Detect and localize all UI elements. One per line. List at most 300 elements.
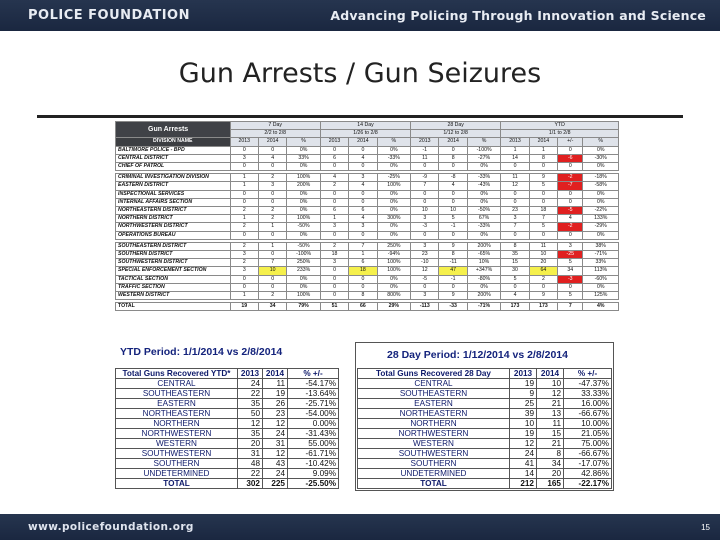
value-cell: 20 bbox=[238, 439, 263, 449]
value-cell: -60% bbox=[583, 275, 619, 283]
value-cell: -61.71% bbox=[288, 449, 339, 459]
value-cell: 4 bbox=[349, 182, 377, 190]
value-cell: 0% bbox=[377, 275, 410, 283]
division-name-cell: SOUTHWESTERN DISTRICT bbox=[116, 259, 231, 267]
value-cell: 0% bbox=[467, 231, 500, 239]
value-cell: -2 bbox=[558, 223, 583, 231]
header-bar bbox=[0, 0, 720, 31]
value-cell: 2 bbox=[230, 242, 258, 250]
ytd-header-row bbox=[116, 369, 339, 379]
value-cell: 200% bbox=[467, 242, 500, 250]
value-cell: 2 bbox=[230, 223, 258, 231]
value-cell: 11 bbox=[411, 154, 439, 162]
column-header: % bbox=[377, 138, 410, 146]
value-cell: 0% bbox=[377, 207, 410, 215]
district-cell: CENTRAL bbox=[358, 379, 510, 389]
period-ytd-label: YTD bbox=[501, 122, 619, 130]
total-row bbox=[116, 479, 339, 489]
table-row bbox=[116, 259, 619, 267]
table-row bbox=[116, 389, 339, 399]
value-cell: 133% bbox=[583, 215, 619, 223]
value-cell: 18 bbox=[529, 207, 557, 215]
day28-body bbox=[358, 379, 612, 489]
value-cell: 3 bbox=[230, 251, 258, 259]
value-cell: 8 bbox=[439, 251, 467, 259]
value-cell: -18% bbox=[583, 174, 619, 182]
value-cell: 13 bbox=[537, 409, 564, 419]
value-cell: 0 bbox=[320, 275, 348, 283]
value-cell: 165 bbox=[537, 479, 564, 489]
value-cell: 0% bbox=[377, 146, 410, 154]
value-cell: 0% bbox=[287, 198, 320, 206]
value-cell: 10% bbox=[467, 259, 500, 267]
value-cell: 125% bbox=[583, 292, 619, 300]
day28-panel bbox=[355, 342, 614, 491]
value-cell: 0% bbox=[377, 198, 410, 206]
total-value-cell: -33 bbox=[439, 303, 467, 311]
value-cell: 15 bbox=[501, 259, 529, 267]
value-cell: -50% bbox=[287, 223, 320, 231]
table-row bbox=[116, 409, 339, 419]
table-row bbox=[116, 449, 339, 459]
column-header: 2014 bbox=[537, 369, 564, 379]
value-cell: -22.17% bbox=[564, 479, 612, 489]
value-cell: -25 bbox=[558, 251, 583, 259]
value-cell: 0% bbox=[287, 283, 320, 291]
value-cell: 0 bbox=[230, 190, 258, 198]
column-header: 2013 bbox=[320, 138, 348, 146]
value-cell: -100% bbox=[287, 251, 320, 259]
value-cell: 47 bbox=[439, 267, 467, 275]
value-cell: 0% bbox=[467, 198, 500, 206]
value-cell: 0% bbox=[287, 275, 320, 283]
value-cell: 1 bbox=[258, 242, 286, 250]
division-name-cell: NORTHERN DISTRICT bbox=[116, 215, 231, 223]
value-cell: 0% bbox=[287, 146, 320, 154]
value-cell: 9 bbox=[439, 242, 467, 250]
value-cell: -11 bbox=[439, 259, 467, 267]
value-cell: -25% bbox=[377, 174, 410, 182]
period-ytd-dates: 1/1 to 2/8 bbox=[501, 130, 619, 138]
division-name-cell: SOUTHEASTERN DISTRICT bbox=[116, 242, 231, 250]
value-cell: 100% bbox=[377, 259, 410, 267]
value-cell: -43% bbox=[467, 182, 500, 190]
table-row bbox=[116, 207, 619, 215]
total-value-cell: -113 bbox=[411, 303, 439, 311]
value-cell: 35 bbox=[238, 399, 263, 409]
total-value-cell: 19 bbox=[230, 303, 258, 311]
value-cell: 0 bbox=[501, 231, 529, 239]
district-cell: SOUTHERN bbox=[116, 459, 238, 469]
value-cell: -5 bbox=[411, 275, 439, 283]
value-cell: 100% bbox=[287, 174, 320, 182]
value-cell: 31 bbox=[238, 449, 263, 459]
table-row bbox=[116, 283, 619, 291]
value-cell: 15 bbox=[537, 429, 564, 439]
district-cell: TOTAL bbox=[116, 479, 238, 489]
district-cell: NORTHERN bbox=[116, 419, 238, 429]
total-row bbox=[358, 479, 612, 489]
value-cell: 0% bbox=[467, 190, 500, 198]
value-cell: 11 bbox=[537, 419, 564, 429]
value-cell: 225 bbox=[263, 479, 288, 489]
table-row bbox=[116, 251, 619, 259]
table-row bbox=[116, 267, 619, 275]
district-cell: NORTHWESTERN bbox=[116, 429, 238, 439]
value-cell: 0 bbox=[320, 198, 348, 206]
value-cell: 0 bbox=[230, 146, 258, 154]
value-cell: 250% bbox=[377, 242, 410, 250]
value-cell: 0 bbox=[439, 190, 467, 198]
value-cell: 6 bbox=[320, 154, 348, 162]
value-cell: 0 bbox=[258, 190, 286, 198]
value-cell: 20 bbox=[537, 469, 564, 479]
value-cell: 0% bbox=[583, 283, 619, 291]
value-cell: 20 bbox=[529, 259, 557, 267]
district-cell: UNDETERMINED bbox=[116, 469, 238, 479]
value-cell: 26 bbox=[263, 399, 288, 409]
footer-url: www.policefoundation.org bbox=[28, 521, 194, 533]
value-cell: 0 bbox=[558, 283, 583, 291]
value-cell: 8 bbox=[349, 292, 377, 300]
value-cell: 100% bbox=[287, 215, 320, 223]
district-cell: NORTHEASTERN bbox=[358, 409, 510, 419]
column-header: % +/- bbox=[288, 369, 339, 379]
value-cell: -25.71% bbox=[288, 399, 339, 409]
division-name-cell: CENTRAL DISTRICT bbox=[116, 154, 231, 162]
value-cell: 35 bbox=[238, 429, 263, 439]
value-cell: 38% bbox=[583, 242, 619, 250]
value-cell: 12 bbox=[510, 439, 537, 449]
value-cell: 31 bbox=[263, 439, 288, 449]
period-7day-label: 7 Day bbox=[230, 122, 320, 130]
value-cell: 24 bbox=[263, 469, 288, 479]
district-header: Total Guns Recovered YTD* bbox=[116, 369, 238, 379]
value-cell: 16.00% bbox=[564, 399, 612, 409]
table-row bbox=[116, 379, 339, 389]
value-cell: 19 bbox=[263, 389, 288, 399]
value-cell: 0 bbox=[501, 190, 529, 198]
district-cell: SOUTHWESTERN bbox=[358, 449, 510, 459]
day28-guns-table bbox=[357, 368, 612, 489]
district-cell: CENTRAL bbox=[116, 379, 238, 389]
day28-panel-title: 28 Day Period: 1/12/2014 vs 2/8/2014 bbox=[387, 349, 568, 361]
value-cell: 3 bbox=[411, 242, 439, 250]
value-cell: 55.00% bbox=[288, 439, 339, 449]
value-cell: 113% bbox=[583, 267, 619, 275]
value-cell: 50 bbox=[238, 409, 263, 419]
value-cell: 0% bbox=[287, 231, 320, 239]
value-cell: 0 bbox=[258, 283, 286, 291]
value-cell: 22 bbox=[238, 469, 263, 479]
column-header: 2014 bbox=[263, 369, 288, 379]
district-cell: WESTERN bbox=[116, 439, 238, 449]
value-cell: 0% bbox=[467, 163, 500, 171]
value-cell: 34 bbox=[558, 267, 583, 275]
value-cell: 0 bbox=[258, 251, 286, 259]
period-28day-dates: 1/12 to 2/8 bbox=[411, 130, 501, 138]
table-row bbox=[358, 439, 612, 449]
value-cell: 0 bbox=[558, 190, 583, 198]
value-cell: -7 bbox=[558, 182, 583, 190]
total-row bbox=[116, 303, 619, 311]
value-cell: -94% bbox=[377, 251, 410, 259]
table-row bbox=[116, 154, 619, 162]
value-cell: 2 bbox=[320, 242, 348, 250]
value-cell: 7 bbox=[349, 242, 377, 250]
value-cell: 10 bbox=[439, 207, 467, 215]
value-cell: -65% bbox=[467, 251, 500, 259]
day28-header-row bbox=[358, 369, 612, 379]
value-cell: -33% bbox=[467, 223, 500, 231]
value-cell: 1 bbox=[349, 251, 377, 259]
value-cell: 0% bbox=[287, 190, 320, 198]
value-cell: 2 bbox=[258, 292, 286, 300]
table-row bbox=[358, 399, 612, 409]
value-cell: 5 bbox=[439, 215, 467, 223]
total-value-cell: 66 bbox=[349, 303, 377, 311]
value-cell: 0 bbox=[501, 283, 529, 291]
value-cell: 3 bbox=[411, 292, 439, 300]
value-cell: -31.43% bbox=[288, 429, 339, 439]
value-cell: 12 bbox=[238, 419, 263, 429]
value-cell: -13.64% bbox=[288, 389, 339, 399]
value-cell: 34 bbox=[537, 459, 564, 469]
value-cell: 1 bbox=[529, 146, 557, 154]
value-cell: 5 bbox=[529, 223, 557, 231]
value-cell: 4 bbox=[258, 154, 286, 162]
value-cell: 300% bbox=[377, 215, 410, 223]
table-row bbox=[116, 275, 619, 283]
value-cell: 3 bbox=[320, 259, 348, 267]
value-cell: -47.37% bbox=[564, 379, 612, 389]
value-cell: -33% bbox=[467, 174, 500, 182]
total-value-cell: 4% bbox=[583, 303, 619, 311]
table-row bbox=[116, 459, 339, 469]
value-cell: 19 bbox=[510, 429, 537, 439]
value-cell: 302 bbox=[238, 479, 263, 489]
division-name-cell: TRAFFIC SECTION bbox=[116, 283, 231, 291]
value-cell: -58% bbox=[583, 182, 619, 190]
footer-bar bbox=[0, 514, 720, 540]
value-cell: 0 bbox=[501, 198, 529, 206]
value-cell: 100% bbox=[287, 292, 320, 300]
value-cell: 33.33% bbox=[564, 389, 612, 399]
total-value-cell: 79% bbox=[287, 303, 320, 311]
value-cell: -66.67% bbox=[564, 449, 612, 459]
value-cell: -8 bbox=[439, 174, 467, 182]
table-row bbox=[358, 379, 612, 389]
value-cell: 0.00% bbox=[288, 419, 339, 429]
value-cell: 0% bbox=[467, 283, 500, 291]
period-14day-dates: 1/26 to 2/8 bbox=[320, 130, 410, 138]
value-cell: -22% bbox=[583, 207, 619, 215]
value-cell: -5 bbox=[558, 207, 583, 215]
value-cell: 233% bbox=[287, 267, 320, 275]
value-cell: 10.00% bbox=[564, 419, 612, 429]
value-cell: 18 bbox=[349, 267, 377, 275]
value-cell: 4 bbox=[501, 292, 529, 300]
value-cell: 3 bbox=[258, 182, 286, 190]
value-cell: 3 bbox=[501, 215, 529, 223]
value-cell: 0 bbox=[320, 190, 348, 198]
value-cell: 0 bbox=[529, 198, 557, 206]
page-number: 15 bbox=[701, 522, 710, 532]
title-divider bbox=[37, 115, 683, 118]
value-cell: -10.42% bbox=[288, 459, 339, 469]
value-cell: 8 bbox=[501, 242, 529, 250]
brand-logo-text: POLICE FOUNDATION bbox=[28, 8, 190, 23]
value-cell: 9.09% bbox=[288, 469, 339, 479]
value-cell: 3 bbox=[349, 174, 377, 182]
ytd-guns-table bbox=[115, 368, 339, 489]
value-cell: 11 bbox=[501, 174, 529, 182]
division-name-cell: INSPECTIONAL SERVICES bbox=[116, 190, 231, 198]
table-row bbox=[358, 469, 612, 479]
value-cell: 23 bbox=[411, 251, 439, 259]
division-name-cell: NORTHEASTERN DISTRICT bbox=[116, 207, 231, 215]
value-cell: 0 bbox=[349, 283, 377, 291]
value-cell: 3 bbox=[349, 223, 377, 231]
value-cell: 0 bbox=[320, 146, 348, 154]
value-cell: 5 bbox=[558, 259, 583, 267]
value-cell: 0 bbox=[320, 283, 348, 291]
value-cell: 41 bbox=[510, 459, 537, 469]
division-name-cell: WESTERN DISTRICT bbox=[116, 292, 231, 300]
division-name-cell: OPERATIONS BUREAU bbox=[116, 231, 231, 239]
value-cell: 5 bbox=[529, 182, 557, 190]
value-cell: 0 bbox=[230, 231, 258, 239]
value-cell: 0 bbox=[320, 231, 348, 239]
value-cell: 250% bbox=[287, 259, 320, 267]
column-header: % bbox=[287, 138, 320, 146]
period-7day-dates: 2/2 to 2/8 bbox=[230, 130, 320, 138]
table-row bbox=[116, 231, 619, 239]
value-cell: 100% bbox=[377, 182, 410, 190]
value-cell: 200% bbox=[467, 292, 500, 300]
value-cell: -2 bbox=[558, 174, 583, 182]
value-cell: 0 bbox=[258, 163, 286, 171]
table-row bbox=[116, 399, 339, 409]
value-cell: 0 bbox=[349, 163, 377, 171]
value-cell: 7 bbox=[258, 259, 286, 267]
value-cell: 1 bbox=[258, 223, 286, 231]
value-cell: 23 bbox=[263, 409, 288, 419]
value-cell: 0 bbox=[439, 283, 467, 291]
table-row bbox=[116, 182, 619, 190]
district-cell: EASTERN bbox=[116, 399, 238, 409]
value-cell: -1 bbox=[411, 146, 439, 154]
table-row bbox=[116, 163, 619, 171]
value-cell: 0 bbox=[230, 275, 258, 283]
value-cell: 200% bbox=[287, 182, 320, 190]
value-cell: 4 bbox=[320, 174, 348, 182]
value-cell: 2 bbox=[258, 215, 286, 223]
value-cell: 7 bbox=[501, 223, 529, 231]
value-cell: 43 bbox=[263, 459, 288, 469]
value-cell: 0 bbox=[349, 275, 377, 283]
division-name-cell: TACTICAL SECTION bbox=[116, 275, 231, 283]
value-cell: 4 bbox=[439, 182, 467, 190]
value-cell: 0 bbox=[411, 198, 439, 206]
gun-arrests-title: Gun Arrests bbox=[116, 122, 231, 138]
value-cell: -3 bbox=[558, 275, 583, 283]
value-cell: -50% bbox=[467, 207, 500, 215]
district-cell: SOUTHWESTERN bbox=[116, 449, 238, 459]
total-value-cell: 7 bbox=[558, 303, 583, 311]
value-cell: +347% bbox=[467, 267, 500, 275]
header-tagline: Advancing Policing Through Innovation and Science bbox=[330, 8, 706, 23]
value-cell: 0 bbox=[349, 231, 377, 239]
value-cell: 42.86% bbox=[564, 469, 612, 479]
value-cell: 8 bbox=[537, 449, 564, 459]
value-cell: -27% bbox=[467, 154, 500, 162]
table-row bbox=[116, 198, 619, 206]
value-cell: 0% bbox=[583, 190, 619, 198]
value-cell: 24 bbox=[510, 449, 537, 459]
value-cell: 0 bbox=[529, 283, 557, 291]
value-cell: 0% bbox=[583, 198, 619, 206]
division-name-cell: CHIEF OF PATROL bbox=[116, 163, 231, 171]
value-cell: 1 bbox=[230, 174, 258, 182]
value-cell: 2 bbox=[320, 182, 348, 190]
value-cell: 4 bbox=[349, 154, 377, 162]
value-cell: 0 bbox=[439, 163, 467, 171]
value-cell: 0 bbox=[501, 163, 529, 171]
value-cell: -29% bbox=[583, 223, 619, 231]
column-header: 2014 bbox=[258, 138, 286, 146]
value-cell: 10 bbox=[529, 251, 557, 259]
table-row bbox=[116, 215, 619, 223]
value-cell: 12 bbox=[537, 389, 564, 399]
column-header: % +/- bbox=[564, 369, 612, 379]
total-value-cell: 173 bbox=[529, 303, 557, 311]
value-cell: 48 bbox=[238, 459, 263, 469]
division-name-cell: NORTHWESTERN DISTRICT bbox=[116, 223, 231, 231]
value-cell: 1 bbox=[230, 215, 258, 223]
value-cell: -9 bbox=[411, 174, 439, 182]
district-cell: NORTHERN bbox=[358, 419, 510, 429]
value-cell: -1 bbox=[439, 275, 467, 283]
column-header-row bbox=[116, 138, 619, 146]
value-cell: -1 bbox=[439, 223, 467, 231]
table-row bbox=[116, 174, 619, 182]
value-cell: 67% bbox=[467, 215, 500, 223]
district-cell: WESTERN bbox=[358, 439, 510, 449]
value-cell: 0 bbox=[258, 231, 286, 239]
value-cell: 10 bbox=[510, 419, 537, 429]
value-cell: -54.17% bbox=[288, 379, 339, 389]
value-cell: -30% bbox=[583, 154, 619, 162]
value-cell: -50% bbox=[287, 242, 320, 250]
period-28day-label: 28 Day bbox=[411, 122, 501, 130]
value-cell: 6 bbox=[349, 207, 377, 215]
column-header: 2014 bbox=[529, 138, 557, 146]
value-cell: 0% bbox=[583, 163, 619, 171]
value-cell: 0% bbox=[377, 190, 410, 198]
value-cell: 800% bbox=[377, 292, 410, 300]
ytd-panel-title: YTD Period: 1/1/2014 vs 2/8/2014 bbox=[120, 346, 283, 358]
division-name-cell: BALTIMORE POLICE - BPD bbox=[116, 146, 231, 154]
value-cell: 8 bbox=[439, 154, 467, 162]
value-cell: 0 bbox=[529, 231, 557, 239]
value-cell: -6 bbox=[558, 154, 583, 162]
value-cell: 64 bbox=[529, 267, 557, 275]
table-row bbox=[116, 146, 619, 154]
division-name-cell: SOUTHERN DISTRICT bbox=[116, 251, 231, 259]
value-cell: -66.67% bbox=[564, 409, 612, 419]
value-cell: 23 bbox=[501, 207, 529, 215]
